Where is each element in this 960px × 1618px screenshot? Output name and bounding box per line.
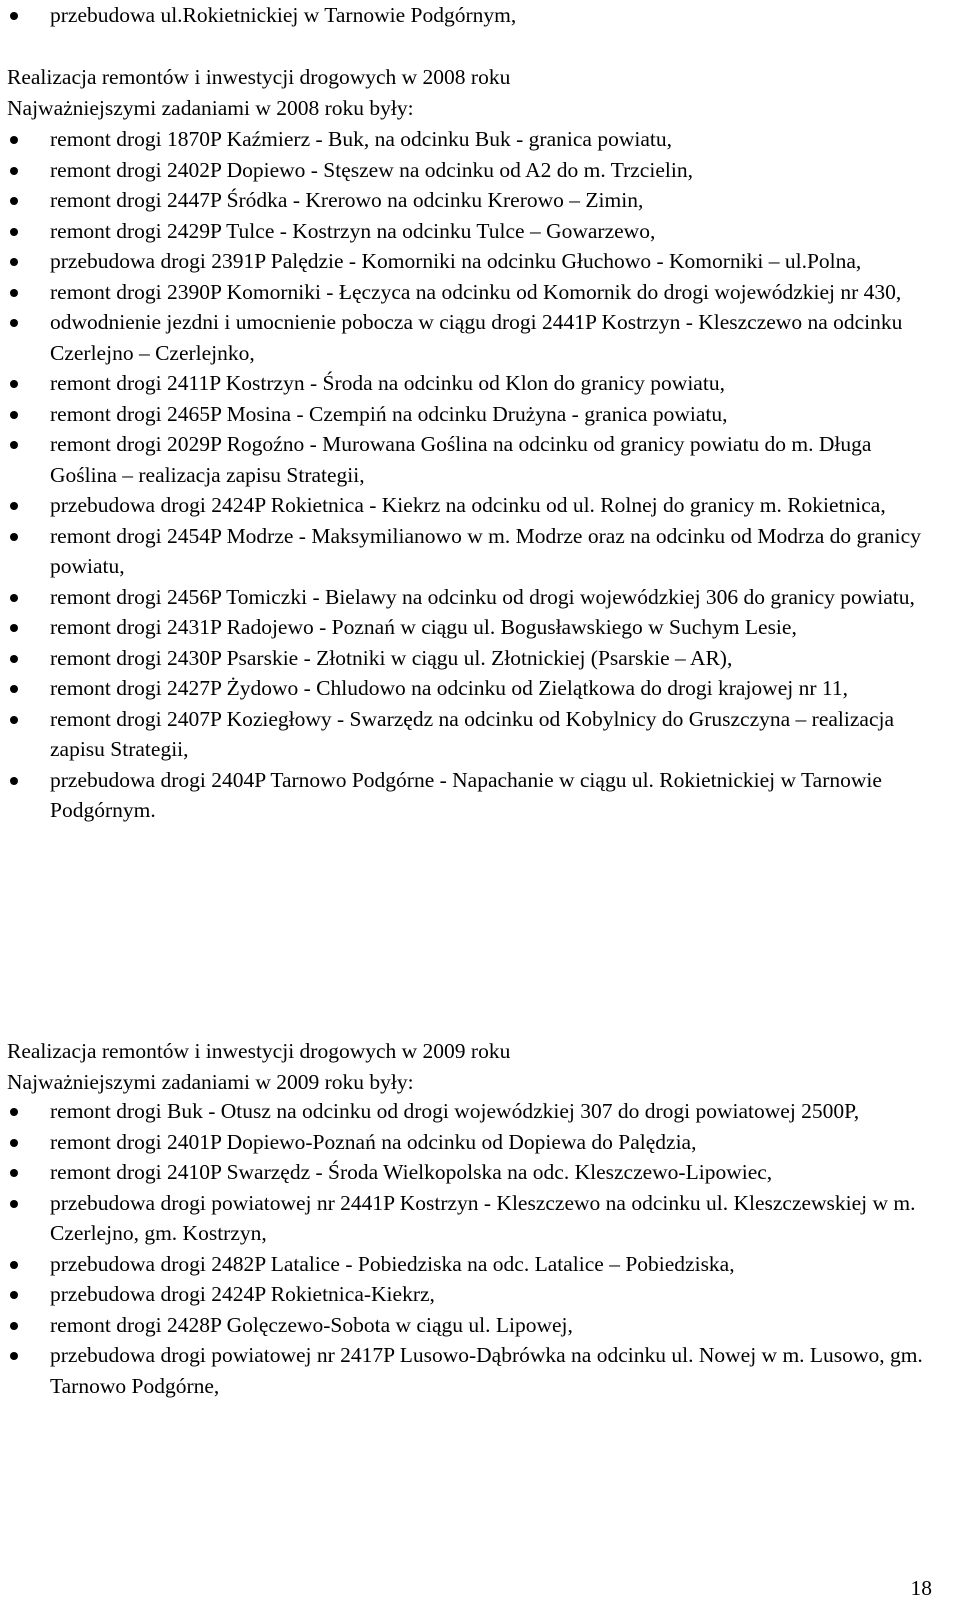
list-item: [0, 765, 930, 826]
list-item-text: przebudowa drogi 2391P Palędzie - Komorniki na odcinku Głuchowo - Komorniki – ul.Polna,: [50, 249, 862, 273]
bullet-icon: [10, 228, 18, 236]
list-item-text: remont drogi 2427P Żydowo - Chludowo na odcinku od Zielątkowa do drogi krajowej nr 11,: [50, 676, 848, 700]
list-item-text: remont drogi 1870P Kaźmierz - Buk, na odcinku Buk - granica powiatu,: [50, 127, 672, 151]
list-item-text: remont drogi 2407P Koziegłowy - Swarzędz na odcinku od Kobylnicy do Gruszczyna – realizacja zapisu Strategii,: [50, 706, 895, 761]
list-item-text: remont drogi Buk - Otusz na odcinku od drogi wojewódzkiej 307 do drogi powiatowej 2500P,: [50, 1099, 860, 1123]
bullet-icon: [10, 1322, 18, 1330]
list-item-text: przebudowa drogi powiatowej nr 2441P Kostrzyn - Kleszczewo na odcinku ul. Kleszczewskiej w m. Czerlejno, gm. Kostrzyn,: [50, 1190, 916, 1245]
list-item: [0, 1188, 930, 1249]
list-item-text: remont drogi 2447P Śródka - Krerowo na odcinku Krerowo – Zimin,: [50, 188, 644, 212]
list-item: [0, 246, 930, 277]
list-item-text: przebudowa drogi 2424P Rokietnica-Kiekrz,: [50, 1282, 435, 1306]
list-item: [0, 124, 930, 155]
list-item-text: remont drogi 2401P Dopiewo-Poznań na odcinku od Dopiewa do Palędzia,: [50, 1129, 697, 1154]
list-item: [0, 1310, 930, 1341]
list-item: [0, 521, 930, 582]
bullet-icon: [10, 655, 18, 663]
section-2008-list: [0, 124, 930, 826]
list-item: [0, 1096, 930, 1127]
list-item: [0, 1157, 930, 1188]
list-item-text: remont drogi 2454P Modrze - Maksymilianowo w m. Modrze oraz na odcinku od Modrza do granicy powiatu,: [50, 523, 921, 578]
bullet-icon: [10, 533, 18, 541]
page-number: 18: [910, 1576, 932, 1600]
bullet-icon: [10, 289, 18, 297]
list-item: [0, 429, 930, 490]
list-item-text: remont drogi 2411P Kostrzyn - Środa na odcinku od Klon do granicy powiatu,: [50, 371, 725, 395]
bullet-icon: [10, 502, 18, 510]
bullet-icon: [10, 136, 18, 144]
list-item-text: odwodnienie jezdni i umocnienie pobocza w ciągu drogi 2441P Kostrzyn - Kleszczewo na odcinku Czerlejno – Czerlejnko,: [50, 310, 903, 365]
list-item: [0, 216, 930, 247]
list-item-text: remont drogi 2029P Rogoźno - Murowana Goślina na odcinku od granicy powiatu do m. Długa Goślina – realizacja zapisu Strategii,: [50, 432, 872, 487]
list-item-text: przebudowa ul.Rokietnickiej w Tarnowie Podgórnym,: [50, 3, 517, 27]
bullet-icon: [10, 685, 18, 693]
bullet-icon: [10, 1291, 18, 1299]
list-item-text: przebudowa drogi 2404P Tarnowo Podgórne - Napachanie w ciągu ul. Rokietnickiej w Tarnowie Podgórnym.: [50, 767, 882, 822]
bullet-icon: [10, 1200, 18, 1208]
list-item: [0, 1340, 930, 1401]
section-2008-subheading: Najważniejszymi zadaniami w 2008 roku były:: [7, 96, 414, 120]
list-item-text: remont drogi 2402P Dopiewo - Stęszew na odcinku od A2 do m. Trzcielin,: [50, 157, 693, 182]
list-item: [0, 612, 930, 643]
bullet-icon: [10, 716, 18, 724]
section-2009-subheading: Najważniejszymi zadaniami w 2009 roku były:: [7, 1070, 414, 1094]
list-item: [0, 1127, 930, 1158]
list-item-text: remont drogi 2410P Swarzędz - Środa Wielkopolska na odc. Kleszczewo-Lipowiec,: [50, 1160, 773, 1184]
list-item-text: remont drogi 2430P Psarskie - Złotniki w ciągu ul. Złotnickiej (Psarskie – AR),: [50, 645, 733, 670]
bullet-icon: [10, 624, 18, 632]
bullet-icon: [10, 1169, 18, 1177]
list-item: [0, 307, 930, 368]
list-item-text: remont drogi 2428P Golęczewo-Sobota w ciągu ul. Lipowej,: [50, 1312, 573, 1337]
list-item: [0, 704, 930, 765]
bullet-icon: [10, 1352, 18, 1360]
list-item: [0, 582, 930, 613]
intro-list: [0, 0, 930, 31]
section-2009-heading: Realizacja remontów i inwestycji drogowych w 2009 roku: [7, 1039, 511, 1063]
list-item: [0, 673, 930, 704]
list-item-text: remont drogi 2465P Mosina - Czempiń na odcinku Drużyna - granica powiatu,: [50, 401, 728, 426]
list-item: [0, 368, 930, 399]
list-item-text: remont drogi 2429P Tulce - Kostrzyn na odcinku Tulce – Gowarzewo,: [50, 218, 656, 243]
list-item: [0, 277, 930, 308]
list-item-text: remont drogi 2456P Tomiczki - Bielawy na odcinku od drogi wojewódzkiej 306 do granicy powiatu,: [50, 584, 915, 609]
bullet-icon: [10, 197, 18, 205]
bullet-icon: [10, 594, 18, 602]
bullet-icon: [10, 777, 18, 785]
list-item: [0, 155, 930, 186]
list-item-text: remont drogi 2431P Radojewo - Poznań w ciągu ul. Bogusławskiego w Suchym Lesie,: [50, 615, 797, 639]
bullet-icon: [10, 1261, 18, 1269]
list-item: [0, 399, 930, 430]
list-item: [0, 0, 930, 31]
section-2009-list: [0, 1096, 930, 1401]
bullet-icon: [10, 167, 18, 175]
bullet-icon: [10, 441, 18, 449]
bullet-icon: [10, 411, 18, 419]
list-item-text: przebudowa drogi powiatowej nr 2417P Lusowo-Dąbrówka na odcinku ul. Nowej w m. Lusowo, gm. Tarnowo Podgórne,: [50, 1343, 923, 1398]
section-2008-heading: Realizacja remontów i inwestycji drogowych w 2008 roku: [7, 65, 511, 89]
list-item-text: remont drogi 2390P Komorniki - Łęczyca na odcinku od Komornik do drogi wojewódzkiej nr 430,: [50, 279, 902, 304]
bullet-icon: [10, 1108, 18, 1116]
list-item: [0, 1249, 930, 1280]
list-item: [0, 1279, 930, 1310]
list-item: [0, 643, 930, 674]
list-item-text: przebudowa drogi 2482P Latalice - Pobiedziska na odc. Latalice – Pobiedziska,: [50, 1251, 735, 1276]
bullet-icon: [10, 12, 18, 20]
bullet-icon: [10, 258, 18, 266]
bullet-icon: [10, 380, 18, 388]
bullet-icon: [10, 319, 18, 327]
list-item: [0, 185, 930, 216]
list-item: [0, 490, 930, 521]
list-item-text: przebudowa drogi 2424P Rokietnica - Kiekrz na odcinku od ul. Rolnej do granicy m. Rokietnica,: [50, 493, 886, 517]
bullet-icon: [10, 1139, 18, 1147]
